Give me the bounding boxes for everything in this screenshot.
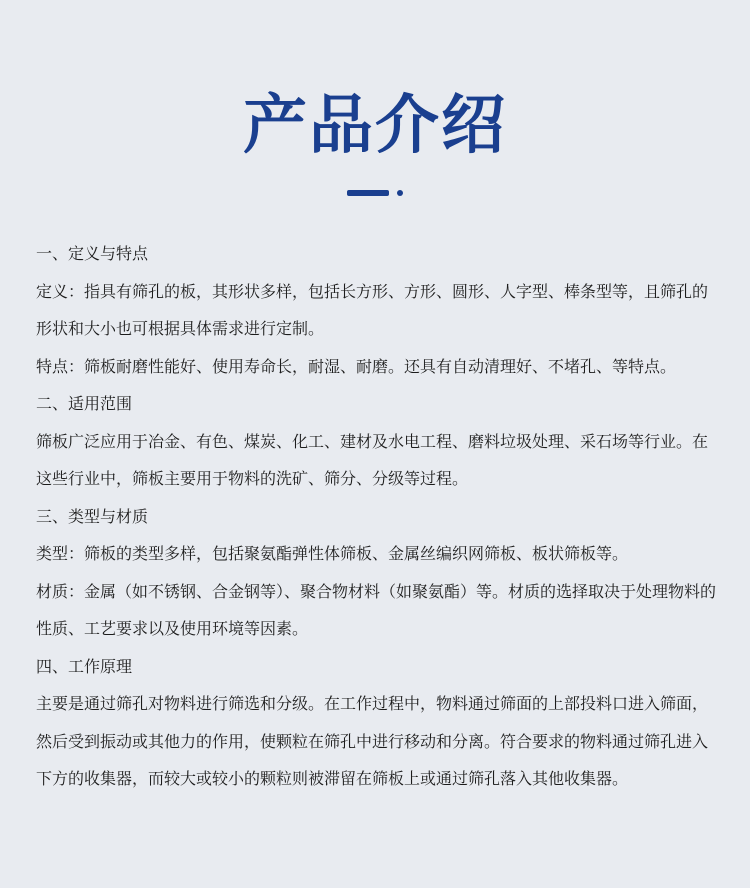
section-heading-scope: 二、适用范围 xyxy=(36,394,133,413)
principle-paragraph: 主要是通过筛孔对物料进行筛选和分级。在工作过程中，物料通过筛面的上部投料口进入筛面，然后受到振动或其他力的作用，使颗粒在筛孔中进行移动和分离。符合要求的物料通过筛孔进入下方的收集器，而较大或较小的颗粒则被滞留在筛板上或通过筛孔落入其他收集器。 xyxy=(36,694,709,788)
section-heading-types: 三、类型与材质 xyxy=(36,506,149,526)
types-paragraph: 类型：筛板的类型多样，包括聚氨酯弹性体筛板、金属丝编织网筛板、板状筛板等。 xyxy=(36,544,629,563)
features-paragraph: 特点：筛板耐磨性能好、使用寿命长，耐湿、耐磨。还具有自动清理好、不堵孔、等特点。 xyxy=(36,356,677,376)
divider-bar xyxy=(347,190,389,196)
definition-paragraph: 定义：指具有筛孔的板，其形状多样，包括长方形、方形、圆形、人字型、棒条型等，且筛孔的形状和大小也可根据具体需求进行定制。 xyxy=(36,281,709,338)
divider-dot xyxy=(397,190,403,196)
materials-paragraph: 材质：金属（如不锈钢、合金钢等）、聚合物材料（如聚氨酯）等。材质的选择取决于处理物料的性质、工艺要求以及使用环境等因素。 xyxy=(36,581,717,638)
scope-paragraph: 筛板广泛应用于冶金、有色、煤炭、化工、建材及水电工程、磨料垃圾处理、采石场等行业。在这些行业中，筛板主要用于物料的洗矿、筛分、分级等过程。 xyxy=(36,431,709,488)
page-title: 产品介绍 xyxy=(243,89,507,163)
section-heading-principle: 四、工作原理 xyxy=(36,656,133,676)
section-heading-definition: 一、定义与特点 xyxy=(36,244,149,263)
intro-content xyxy=(36,235,720,798)
